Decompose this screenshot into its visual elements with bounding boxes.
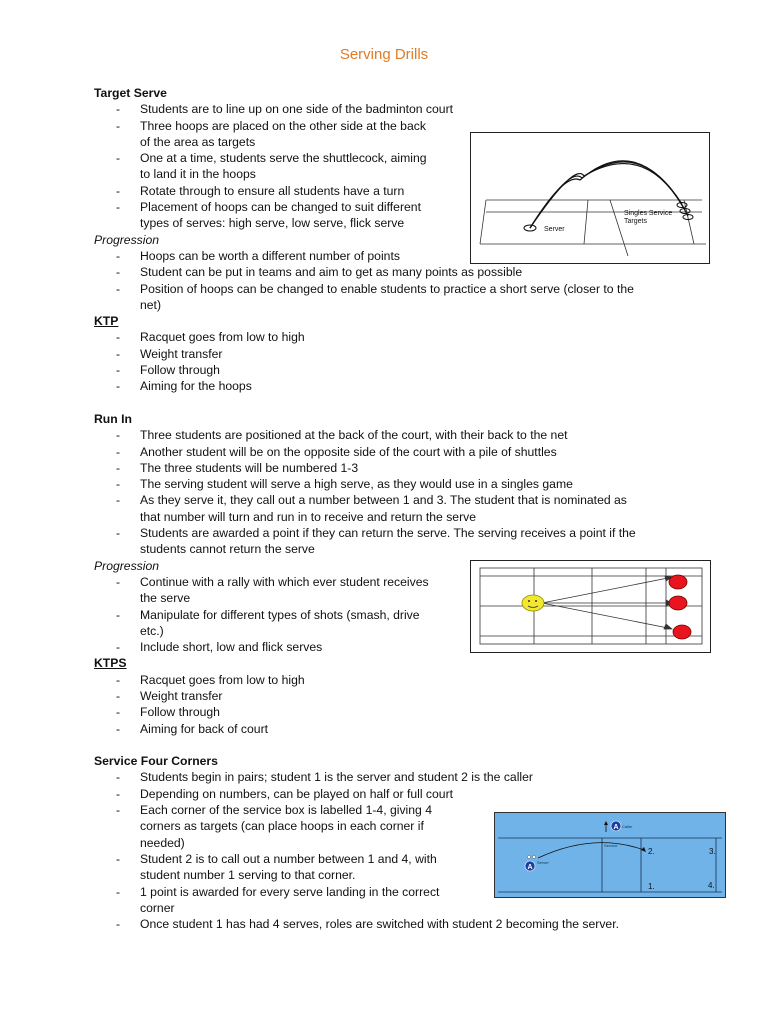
server-face — [522, 595, 544, 611]
caller-label: Caller — [622, 824, 633, 829]
list-item-text: corner — [140, 900, 175, 915]
list-item-text: the serve — [140, 591, 191, 606]
list-item — [94, 329, 694, 345]
bullet-dash: - — [116, 151, 121, 166]
list-item-text: Include short, low and flick serves — [140, 640, 323, 655]
bullet-dash: - — [116, 770, 121, 785]
bullet-dash: - — [116, 200, 121, 215]
list-item-text: Aiming for back of court — [140, 721, 269, 736]
list-item — [94, 427, 694, 443]
list-item-text: needed) — [140, 835, 185, 850]
list-item — [94, 281, 694, 297]
list-item — [94, 688, 694, 704]
list-item-text: students cannot return the serve — [140, 542, 315, 557]
list-item — [94, 297, 694, 313]
list-item-text: Each corner of the service box is labelled 1-4, giving 4 — [140, 803, 432, 818]
list-item-text: Students are to line up on one side of the badminton court — [140, 102, 454, 117]
list-item-text: Weight transfer — [140, 346, 223, 361]
list-item-text: Once student 1 has had 4 serves, roles are switched with student 2 becoming the server. — [140, 917, 619, 932]
list-item-text: The three students will be numbered 1-3 — [140, 460, 359, 475]
receiver-marker — [673, 625, 691, 639]
list-item — [94, 509, 694, 525]
list-item — [94, 444, 694, 460]
list-item — [94, 362, 694, 378]
bullet-dash: - — [116, 118, 121, 133]
list-item-text: Another student will be on the opposite side of the court with a pile of shuttles — [140, 444, 557, 459]
list-item — [94, 786, 694, 802]
list-item — [94, 476, 694, 492]
bullet-dash: - — [116, 265, 121, 280]
list-item — [94, 704, 694, 720]
list-item — [94, 916, 694, 932]
list-item-text: types of serves: high serve, low serve, flick serve — [140, 216, 405, 231]
page-title: Serving Drills — [339, 46, 429, 63]
bullet-dash: - — [116, 607, 121, 622]
svg-text:A: A — [527, 864, 533, 871]
ktp-heading — [94, 313, 694, 329]
corner-label-3: 3. — [709, 847, 716, 856]
list-item-text: that number will turn and run in to receive and return the serve — [140, 509, 477, 524]
list-item-text: corners as targets (can place hoops in each corner if — [140, 819, 424, 834]
list-item — [94, 346, 694, 362]
list-item-text: Student can be put in teams and aim to get as many points as possible — [140, 265, 523, 280]
list-item-text: Aiming for the hoops — [140, 379, 252, 394]
section-heading-run-in-text: Run In — [94, 411, 132, 426]
svg-text:A: A — [613, 824, 619, 831]
list-item-text: Placement of hoops can be changed to suit different — [140, 200, 421, 215]
target-serve-diagram — [470, 132, 710, 264]
bullet-dash: - — [116, 379, 121, 394]
bullet-dash: - — [116, 574, 121, 589]
bullet-dash: - — [116, 688, 121, 703]
bullet-dash: - — [116, 721, 121, 736]
list-item — [94, 672, 694, 688]
list-item-text: Three students are positioned at the back of the court, with their back to the net — [140, 428, 568, 443]
list-item — [94, 541, 694, 557]
four-corners-diagram — [494, 812, 726, 898]
list-item-text: Racquet goes from low to high — [140, 330, 305, 345]
list-item-text: Follow through — [140, 363, 220, 378]
bullet-dash: - — [116, 183, 121, 198]
list-item-text: Students begin in pairs; student 1 is the server and student 2 is the caller — [140, 770, 533, 785]
bullet-dash: - — [116, 884, 121, 899]
bullet-dash: - — [116, 428, 121, 443]
shuttle-pile — [527, 855, 530, 858]
ktps-heading-text: KTPS — [94, 656, 127, 671]
list-item — [94, 769, 694, 785]
bullet-dash: - — [116, 705, 121, 720]
run-in-diagram — [470, 560, 711, 653]
bullet-dash: - — [116, 460, 121, 475]
list-item-text: to land it in the hoops — [140, 167, 256, 182]
bullet-dash: - — [116, 346, 121, 361]
bullet-dash: - — [116, 281, 121, 296]
list-item — [94, 460, 694, 476]
list-item — [94, 101, 694, 117]
bullet-dash: - — [116, 363, 121, 378]
list-item — [94, 525, 694, 541]
list-item-text: Manipulate for different types of shots (smash, drive — [140, 607, 420, 622]
ktp-heading-text: KTP — [94, 314, 119, 329]
server-label: Server — [537, 860, 549, 865]
server-label: Server — [544, 226, 565, 233]
list-item-text: etc.) — [140, 623, 164, 638]
list-item — [94, 378, 694, 394]
list-item — [94, 492, 694, 508]
bullet-dash: - — [116, 917, 121, 932]
bullet-dash: - — [116, 786, 121, 801]
progression-label-text: Progression — [94, 232, 160, 247]
list-item-text: net) — [140, 297, 162, 312]
ktps-heading — [94, 655, 694, 671]
list-item-text: 1 point is awarded for every serve landing in the correct — [140, 884, 440, 899]
targets-label: Singles Service — [624, 210, 673, 217]
bullet-dash: - — [116, 803, 121, 818]
service-label: Service — [604, 843, 618, 848]
corner-label-4: 4. — [708, 881, 715, 890]
section-heading-target-serve — [94, 85, 694, 101]
section-heading-four-corners — [94, 753, 694, 769]
section-heading-target-serve-text: Target Serve — [94, 86, 167, 100]
list-item — [94, 900, 694, 916]
list-item — [94, 721, 694, 737]
server-player — [525, 861, 535, 871]
section-heading-four-corners-text: Service Four Corners — [94, 754, 218, 769]
progression-label-text: Progression — [94, 558, 160, 573]
list-item — [94, 264, 694, 280]
bullet-dash: - — [116, 477, 121, 492]
section-heading-run-in — [94, 411, 694, 427]
list-item-text: Position of hoops can be changed to enable students to practice a short serve (closer to the — [140, 281, 634, 296]
bullet-dash: - — [116, 640, 121, 655]
list-item-text: Rotate through to ensure all students have a turn — [140, 183, 405, 198]
list-item-text: One at a time, students serve the shuttlecock, aiming — [140, 151, 427, 166]
bullet-dash: - — [116, 672, 121, 687]
bullet-dash: - — [116, 493, 121, 508]
corner-label-1: 1. — [648, 882, 655, 891]
list-item-text: Depending on numbers, can be played on half or full court — [140, 786, 454, 801]
receiver-marker — [669, 596, 687, 610]
list-item-text: Hoops can be worth a different number of points — [140, 248, 400, 263]
list-item-text: Continue with a rally with which ever student receives — [140, 574, 429, 589]
bullet-dash: - — [116, 248, 121, 263]
bullet-dash: - — [116, 526, 121, 541]
receiver-marker — [669, 575, 687, 589]
list-item-text: The serving student will serve a high serve, as they would use in a singles game — [140, 477, 573, 492]
targets-label: Targets — [624, 218, 647, 225]
corner-label-2: 2. — [648, 847, 655, 856]
list-item-text: Follow through — [140, 705, 220, 720]
list-item-text: Student 2 is to call out a number between 1 and 4, with — [140, 851, 437, 866]
list-item-text: student number 1 serving to that corner. — [140, 868, 356, 883]
list-item-text: Weight transfer — [140, 688, 223, 703]
bullet-dash: - — [116, 851, 121, 866]
caller-player — [611, 821, 621, 831]
bullet-dash: - — [116, 102, 121, 117]
bullet-dash: - — [116, 330, 121, 345]
list-item-text: As they serve it, they call out a number between 1 and 3. The student that is nominated as — [140, 493, 627, 508]
list-item-text: Racquet goes from low to high — [140, 672, 305, 687]
list-item-text: Three hoops are placed on the other side at the back — [140, 118, 426, 133]
list-item-text: Students are awarded a point if they can return the serve. The serving receives a point if the — [140, 526, 636, 541]
list-item-text: of the area as targets — [140, 134, 256, 149]
shuttle-pile — [532, 855, 535, 858]
bullet-dash: - — [116, 444, 121, 459]
